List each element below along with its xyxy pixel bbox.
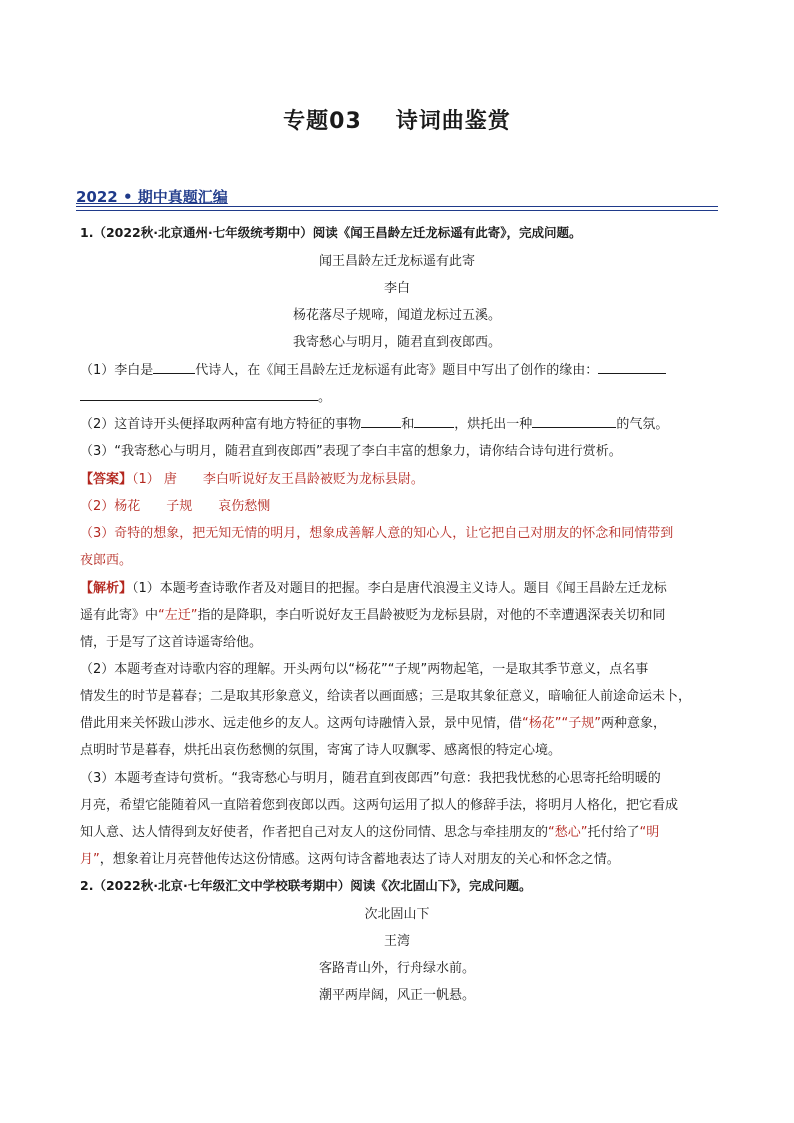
title-topic-number: 专题03 — [283, 109, 362, 134]
answer-blank — [80, 388, 318, 401]
analysis-line-2: 遥有此寄》中“左迁”指的是降职，李白听说好友王昌龄被贬为龙标县尉，对他的不幸遭遇深表关切和同 — [80, 608, 666, 623]
poem-1-line-1: 杨花落尽子规啼，闻道龙标过五溪。 — [292, 308, 501, 323]
poem-1-author: 李白 — [383, 281, 410, 296]
poem-2-title: 次北固山下 — [364, 907, 430, 922]
answer-line-4: 夜郎西。 — [80, 553, 133, 568]
answer-blank — [598, 361, 666, 374]
poem-2-line-1: 客路青山外，行舟绿水前。 — [318, 961, 475, 976]
section-divider-thin — [76, 210, 718, 211]
analysis-label: 【解析】 — [80, 581, 133, 596]
answer-blank — [153, 361, 195, 374]
question-2-heading: 2.（2022秋·北京·七年级汇文中学校联考期中）阅读《次北固山下》，完成问题。 — [80, 878, 532, 893]
question-1-sub-1-cont: 。 — [80, 386, 720, 405]
answer-blank — [361, 415, 401, 428]
answer-blank — [414, 415, 454, 428]
analysis-line-10: 知人意、达人情得到友好使者，作者把自己对友人的这份同情、思念与牵挂朋友的“愁心”托付给了“明 — [80, 825, 660, 840]
analysis-line-9: 月亮，希望它能随着风一直陪着您到夜郎以西。这两句运用了拟人的修辞手法，将明月人格化，把它看成 — [80, 798, 679, 813]
page-title — [0, 104, 794, 135]
poem-2-line-2: 潮平两岸阔，风正一帆悬。 — [318, 988, 475, 1003]
analysis-line-4: （2）本题考查对诗歌内容的理解。开头两句以“杨花”“子规”两物起笔，一是取其季节意义，点名事 — [80, 662, 649, 677]
section-divider — [76, 206, 718, 207]
answer-line-3: （3）奇特的想象，把无知无情的明月，想象成善解人意的知心人，让它把自己对朋友的怀念和同情带到 — [80, 526, 674, 541]
poem-2-author: 王湾 — [383, 934, 410, 949]
title-topic-name: 诗词曲鉴赏 — [395, 109, 511, 134]
analysis-line-11: 月”，想象着让月亮替他传达这份情感。这两句诗含蓄地表达了诗人对朋友的关心和怀念之情。 — [80, 852, 620, 867]
answer-line-1: 【答案】（1） 唐 李白听说好友王昌龄被贬为龙标县尉。 — [80, 472, 424, 487]
analysis-line-8: （3）本题考查诗句赏析。“我寄愁心与明月，随君直到夜郎西”句意：我把我忧愁的心思寄托给明暖的 — [80, 771, 661, 786]
analysis-line-5: 情发生的时节是暮春；二是取其形象意义，给读者以画面感；三是取其象征意义，暗喻征人前途命运未卜， — [80, 689, 692, 704]
answer-label: 【答案】 — [80, 472, 133, 487]
question-1-sub-3: （3）“我寄愁心与明月，随君直到夜郎西”表现了李白丰富的想象力，请你结合诗句进行赏析。 — [80, 444, 622, 459]
question-1-sub-2: （2）这首诗开头便择取两种富有地方特征的事物 和 ，烘托出一种 的气氛。 — [80, 417, 669, 432]
question-1-sub-1: （1）李白是 代诗人，在《闻王昌龄左迁龙标遥有此寄》题目中写出了创作的缘由： — [80, 359, 720, 378]
answer-line-2: （2）杨花 子规 哀伤愁恻 — [80, 499, 271, 514]
section-heading: 2022 • 期中真题汇编 — [76, 188, 228, 206]
answer-blank — [532, 415, 616, 428]
poem-1-title: 闻王昌龄左迁龙标遥有此寄 — [318, 254, 475, 269]
question-1-heading: 1.（2022秋·北京通州·七年级统考期中）阅读《闻王昌龄左迁龙标遥有此寄》，完成问题。 — [80, 225, 582, 240]
analysis-line-6: 借此用来关怀跋山涉水、远走他乡的友人。这两句诗融情入景，景中见情，借“杨花”“子规”两种意象， — [80, 716, 666, 731]
analysis-line-7: 点明时节是暮春，烘托出哀伤愁恻的氛围，寄寓了诗人叹飘零、感离恨的特定心境。 — [80, 743, 562, 758]
analysis-line-1: 【解析】（1）本题考查诗歌作者及对题目的把握。李白是唐代浪漫主义诗人。题目《闻王昌龄左迁龙标 — [80, 581, 667, 596]
analysis-line-3: 情，于是写了这首诗遥寄给他。 — [80, 635, 263, 650]
poem-1-line-2: 我寄愁心与明月，随君直到夜郎西。 — [292, 335, 501, 350]
